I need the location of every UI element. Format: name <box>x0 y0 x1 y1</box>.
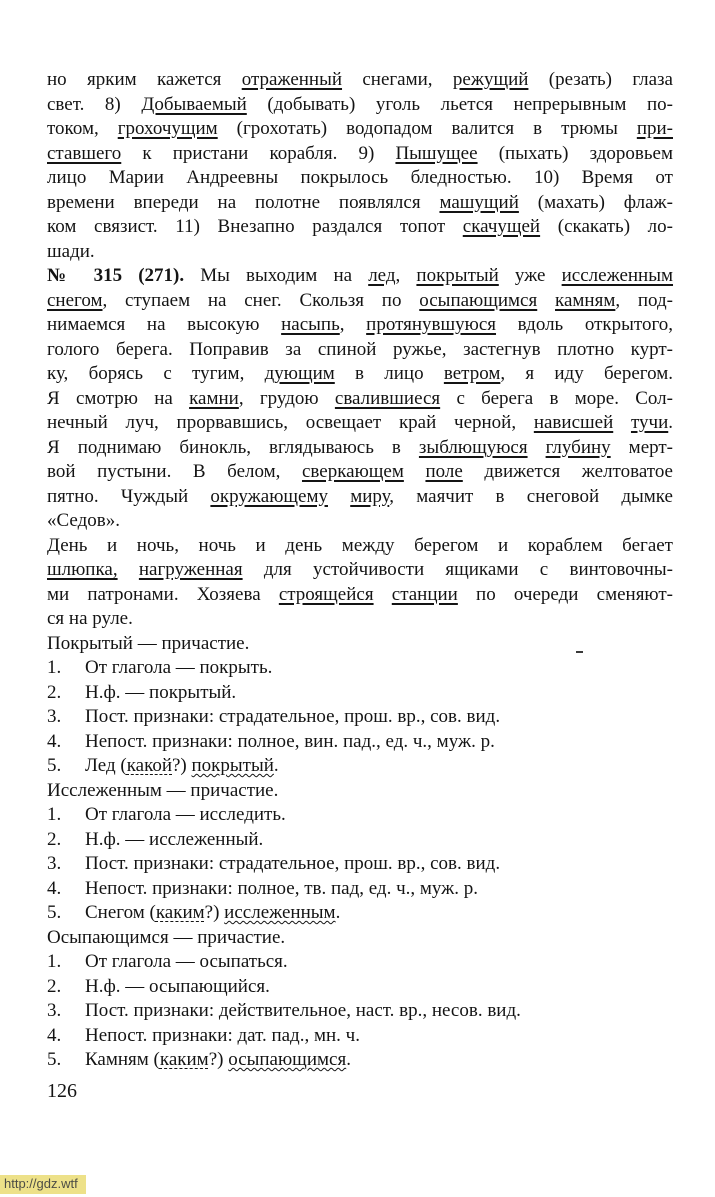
underlined-word: ставшего <box>47 142 122 164</box>
underlined-word: тучи <box>630 412 669 433</box>
list-number: 5. <box>47 1049 62 1070</box>
text-segment: Покрытый — причастие. <box>47 632 250 654</box>
list-number: 2. <box>47 828 62 850</box>
underlined-word: при- <box>636 118 673 139</box>
text-segment: но ярким кажется <box>47 69 242 90</box>
text-segment: От глагола — исследить. <box>85 804 286 825</box>
text-segment <box>537 290 555 311</box>
underlined-word: станции <box>391 583 458 605</box>
text-segment: уже <box>498 265 562 286</box>
underlined-word: окружающему <box>210 485 328 507</box>
text-line <box>47 681 673 706</box>
underlined-word: глубину <box>545 436 611 458</box>
text-segment: Я смотрю на <box>47 387 190 409</box>
text-line <box>47 460 673 485</box>
text-line <box>47 558 673 583</box>
text-segment <box>328 486 350 507</box>
text-segment: движется желтоватое <box>462 461 673 482</box>
underlined-word: шлюпка, <box>47 559 118 580</box>
text-line <box>47 93 673 118</box>
text-line <box>47 191 673 216</box>
text-segment: , маячит в снеговой дымке <box>389 485 673 507</box>
text-segment: , <box>395 265 417 286</box>
text-segment: Н.ф. — исслеженный. <box>85 828 264 850</box>
text-segment: ку, борясь с тугим, <box>47 363 265 384</box>
text-segment: свет. 8) <box>47 93 142 115</box>
text-segment: Непост. признаки: полное, тв. пад, ед. ч., муж. р. <box>85 877 479 899</box>
text-segment: «Седов». <box>47 510 120 531</box>
text-line <box>47 656 673 681</box>
text-line <box>47 387 673 412</box>
text-line <box>47 509 673 534</box>
list-number: 2. <box>47 975 62 997</box>
underlined-word: поле <box>425 461 463 482</box>
underlined-word: снегом <box>47 289 103 311</box>
underlined-word: осыпающимся <box>419 289 538 311</box>
underlined-word: протянувшуюся <box>366 314 497 335</box>
text-segment: Осыпающимся — причастие. <box>47 926 286 948</box>
dashed-underlined-word: каким <box>159 1049 209 1070</box>
underlined-word: камням <box>555 289 616 311</box>
text-segment: для устойчивости ящиками с винтовочны- <box>242 559 673 580</box>
text-segment: День и ночь, ночь и день между берегом и кораблем бегает <box>47 534 673 556</box>
text-line <box>47 68 673 93</box>
text-segment: Пост. признаки: страдательное, прош. вр., сов. вид. <box>85 853 501 874</box>
text-line <box>47 289 673 314</box>
text-line <box>47 901 673 926</box>
watermark-url: http://gdz.wtf <box>0 1175 86 1194</box>
text-segment: Лед ( <box>85 755 127 776</box>
text-segment: пятно. Чуждый <box>47 485 211 507</box>
text-line <box>47 705 673 730</box>
text-line <box>47 828 673 853</box>
text-segment: лицо Марии Андреевны покрылось бледностью. 10) Время от <box>47 167 673 188</box>
list-number: 5. <box>47 755 62 776</box>
text-segment: , ступаем на снег. Скользя по <box>102 289 420 311</box>
text-segment: Снегом ( <box>85 902 156 923</box>
list-number: 1. <box>47 804 62 825</box>
text-segment: От глагола — покрыть. <box>85 657 273 678</box>
text-segment <box>118 559 139 580</box>
text-line <box>47 852 673 877</box>
text-segment: голого берега. Поправив за спиной ружье, застегнув плотно курт- <box>47 338 673 360</box>
text-segment: к пристани корабля. 9) <box>121 142 396 164</box>
text-segment: Н.ф. — покрытый. <box>85 681 237 703</box>
underlined-word: дующим <box>264 363 335 384</box>
text-segment: Исслеженным — причастие. <box>47 779 279 801</box>
text-segment: , <box>339 314 367 335</box>
text-segment: Непост. признаки: дат. пад., мн. ч. <box>85 1024 360 1046</box>
text-line <box>47 607 673 632</box>
list-number: 2. <box>47 681 62 703</box>
text-segment <box>404 461 426 482</box>
text-segment: Н.ф. — осыпающийся. <box>85 975 270 997</box>
text-line <box>47 338 673 363</box>
underlined-word: миру <box>350 485 390 507</box>
underlined-word: насыпь <box>281 314 340 335</box>
text-segment: . <box>335 902 341 923</box>
text-segment: (грохотать) водопадом валится в трюмы <box>217 118 637 139</box>
underlined-word: Добываемый <box>141 93 247 115</box>
text-segment: вдоль открытого, <box>496 314 674 335</box>
text-segment: времени впереди на полотне появлялся <box>47 191 440 213</box>
text-line <box>47 485 673 510</box>
text-line <box>47 877 673 902</box>
list-number: 4. <box>47 1024 62 1046</box>
text-line <box>47 142 673 167</box>
dashed-underlined-word: каким <box>155 902 205 923</box>
text-segment: (резать) глаза <box>528 69 673 90</box>
list-number: 3. <box>47 1000 62 1021</box>
text-segment: . <box>668 412 673 433</box>
underlined-word: грохочущим <box>117 118 218 139</box>
text-segment: . <box>346 1049 351 1070</box>
scan-artifact-dash <box>576 651 583 653</box>
underlined-word: зыблющуюся <box>418 436 528 458</box>
dashed-underlined-word: какой <box>126 755 172 776</box>
underlined-word: режущий <box>452 69 529 90</box>
text-line <box>47 215 673 240</box>
underlined-word: камни <box>189 387 239 409</box>
text-segment: . <box>273 755 279 776</box>
text-line <box>47 975 673 1000</box>
text-segment: нимаемся на высокую <box>47 314 282 335</box>
list-number: 4. <box>47 877 62 899</box>
text-segment: в лицо <box>334 363 444 384</box>
list-number: 3. <box>47 706 62 727</box>
text-segment: ?) <box>208 1049 229 1070</box>
text-segment: ?) <box>204 902 225 923</box>
underlined-word: машущий <box>439 191 519 213</box>
text-line <box>47 1024 673 1049</box>
text-line <box>47 950 673 975</box>
text-segment: Непост. признаки: полное, вин. пад., ед. ч., муж. р. <box>85 730 495 752</box>
page-text <box>47 68 673 1073</box>
underlined-word: ветром <box>443 363 501 384</box>
underlined-word: нависшей <box>533 412 614 433</box>
text-segment <box>374 584 392 605</box>
underlined-word: свалившиеся <box>334 387 441 409</box>
underlined-word: сверкающем <box>301 461 404 482</box>
list-number: 1. <box>47 657 62 678</box>
list-number: 5. <box>47 902 62 923</box>
text-line <box>47 803 673 828</box>
text-segment: (пыхать) здоровьем <box>477 142 673 164</box>
underlined-word: строящейся <box>278 583 374 605</box>
text-line <box>47 240 673 265</box>
wavy-underlined-word: исслеженным <box>224 902 336 923</box>
text-line <box>47 264 673 289</box>
text-segment: (добывать) уголь льется непрерывным по- <box>246 93 673 115</box>
underlined-word: Пышущее <box>395 142 478 164</box>
text-line <box>47 754 673 779</box>
text-line <box>47 583 673 608</box>
bold-text: № 315 (271). <box>47 265 185 286</box>
text-line <box>47 411 673 436</box>
text-segment: (скакать) ло- <box>540 216 673 237</box>
text-segment: по очереди сменяют- <box>457 583 674 605</box>
wavy-underlined-word: покрытый <box>191 755 274 776</box>
text-segment: Пост. признаки: страдательное, прош. вр., сов. вид. <box>85 706 501 727</box>
underlined-word: отраженный <box>241 69 343 90</box>
text-line <box>47 166 673 191</box>
underlined-word: нагруженная <box>138 559 243 580</box>
list-number: 4. <box>47 730 62 752</box>
text-segment: снегами, <box>342 69 453 90</box>
text-line <box>47 362 673 387</box>
text-segment: с берега в море. Сол- <box>440 387 673 409</box>
text-segment: шади. <box>47 240 95 262</box>
text-segment: нечный луч, прорвавшись, освещает край черной, <box>47 412 534 433</box>
text-segment: , под- <box>615 289 674 311</box>
underlined-word: лед <box>368 265 396 286</box>
list-number: 1. <box>47 951 62 972</box>
text-line <box>47 313 673 338</box>
text-segment <box>528 437 546 458</box>
text-segment: (махать) флаж- <box>518 191 673 213</box>
text-line <box>47 1048 673 1073</box>
text-segment: ми патронами. Хозяева <box>47 583 279 605</box>
text-line <box>47 117 673 142</box>
underlined-word: исслеженным <box>561 265 674 286</box>
text-segment: , грудою <box>238 387 335 409</box>
text-segment: Я поднимаю бинокль, вглядываюсь в <box>47 436 419 458</box>
underlined-word: покрытый <box>416 265 499 286</box>
text-segment: мерт- <box>610 436 674 458</box>
text-line <box>47 730 673 755</box>
text-line <box>47 926 673 951</box>
text-line <box>47 534 673 559</box>
page-number: 126 <box>47 1080 77 1102</box>
text-segment: Камням ( <box>85 1049 160 1070</box>
text-segment: током, <box>47 118 118 139</box>
underlined-word: скачущей <box>462 216 541 237</box>
text-segment: ся на руле. <box>47 608 133 629</box>
wavy-underlined-word: осыпающимся <box>228 1049 347 1070</box>
text-segment: , я иду берегом. <box>500 363 673 384</box>
text-segment: Пост. признаки: действительное, наст. вр., несов. вид. <box>85 1000 521 1021</box>
text-segment: ?) <box>172 755 192 776</box>
text-line <box>47 779 673 804</box>
list-number: 3. <box>47 853 62 874</box>
text-segment: Мы выходим на <box>184 265 369 286</box>
text-segment: От глагола — осыпаться. <box>85 951 288 972</box>
text-segment <box>613 412 631 433</box>
text-segment: ком связист. 11) Внезапно раздался топот <box>47 216 463 237</box>
text-line <box>47 999 673 1024</box>
text-line <box>47 436 673 461</box>
text-segment: вой пустыни. В белом, <box>47 461 302 482</box>
